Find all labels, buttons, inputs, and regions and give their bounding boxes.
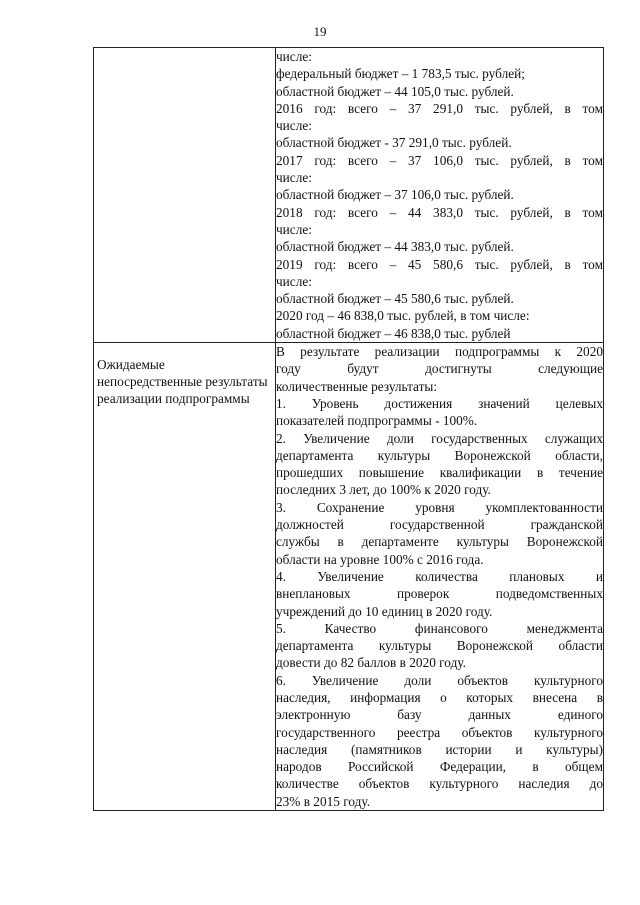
text-line: областной бюджет – 45 580,6 тыс. рублей.: [276, 291, 514, 307]
text-line: учреждений до 10 единиц в 2020 году.: [276, 603, 493, 619]
text-line: области на уровне 100% с 2016 года.: [276, 551, 484, 567]
text-line: году будут достигнуты следующие: [276, 361, 603, 377]
text-line: 2016 год: всего – 37 291,0 тыс. рублей, в том: [276, 100, 603, 116]
text-line: довести до 82 баллов в 2020 году.: [276, 655, 466, 671]
text-line: 2018 год: всего – 44 383,0 тыс. рублей, в том: [276, 204, 603, 220]
page-number: 19: [313, 24, 327, 39]
subprogram-passport-table: [93, 47, 604, 811]
table-row-funding: [94, 48, 604, 343]
text-line: должностей государственной гражданской: [276, 517, 603, 533]
text-line: областной бюджет – 44 383,0 тыс. рублей.: [276, 239, 514, 255]
text-line: службы в департаменте культуры Воронежской: [276, 534, 603, 550]
text-line: государственного реестра объектов культурного: [276, 724, 603, 740]
text-line: внеплановых проверок подведомственных: [276, 586, 603, 602]
text-line: показателей подпрограммы - 100%.: [276, 413, 478, 429]
text-line: 1. Уровень достижения значений целевых: [276, 395, 603, 411]
text-line: областной бюджет - 37 291,0 тыс. рублей.: [276, 135, 512, 151]
table-row-results: [94, 343, 604, 811]
text-line: 2019 год: всего – 45 580,6 тыс. рублей, в том: [276, 256, 603, 272]
text-line: областной бюджет – 46 838,0 тыс. рублей: [276, 325, 511, 341]
text-line: федеральный бюджет – 1 783,5 тыс. рублей;: [276, 66, 525, 82]
text-line: наследия, информация о которых внесена в: [276, 689, 603, 705]
text-line: областной бюджет – 44 105,0 тыс. рублей.: [276, 83, 514, 99]
funding-label: [94, 48, 275, 61]
text-line: числе:: [276, 170, 312, 186]
text-line: прошедших повышение квалификации в течение: [276, 465, 603, 481]
results-text-cell: [276, 343, 604, 811]
funding-text-cell: [276, 48, 604, 343]
text-line: числе:: [276, 273, 312, 289]
text-line: В результате реализации подпрограммы к 2020: [276, 344, 603, 360]
text-line: электронную базу данных единого: [276, 707, 603, 723]
text-line: 2. Увеличение доли государственных служащих: [276, 430, 603, 446]
text-line: количестве объектов культурного наследия до: [276, 776, 603, 792]
text-line: 2017 год: всего – 37 106,0 тыс. рублей, в том: [276, 152, 603, 168]
text-line: народов Российской Федерации, в общем: [276, 759, 603, 775]
funding-label-cell: [94, 48, 276, 343]
results-label: Ожидаемые непосредственные результаты реализации подпрограммы: [97, 357, 268, 407]
text-line: департамента культуры Воронежской области,: [276, 447, 603, 463]
text-line: 23% в 2015 году.: [276, 793, 371, 809]
text-line: 4. Увеличение количества плановых и: [276, 568, 603, 584]
text-line: числе:: [276, 221, 312, 237]
text-line: 2020 год – 46 838,0 тыс. рублей, в том числе:: [276, 308, 530, 324]
text-line: 3. Сохранение уровня укомплектованности: [276, 499, 603, 515]
funding-text: [276, 48, 603, 342]
results-label-cell: [94, 343, 276, 811]
text-line: количественные результаты:: [276, 378, 438, 394]
results-text: [276, 343, 603, 810]
text-line: 5. Качество финансового менеджмента: [276, 620, 603, 636]
text-line: наследия (памятников истории и культуры): [276, 741, 603, 757]
text-line: последних 3 лет, до 100% к 2020 году.: [276, 482, 491, 498]
text-line: числе:: [276, 49, 312, 64]
text-line: числе:: [276, 118, 312, 134]
text-line: 6. Увеличение доли объектов культурного: [276, 672, 603, 688]
text-line: департамента культуры Воронежской области: [276, 638, 603, 654]
text-line: областной бюджет – 37 106,0 тыс. рублей.: [276, 187, 514, 203]
